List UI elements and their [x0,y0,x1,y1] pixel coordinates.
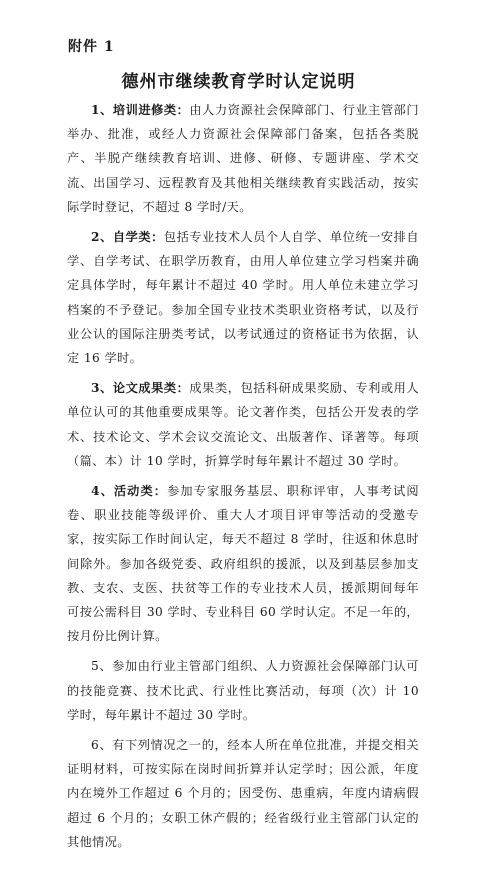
paragraph-text: 包括专业技术人员个人自学、单位统一安排自学、自学考试、在职学历教育，由用人单位建立学习档案并确定具体学时，每年累计不超过 40 学时。用人单位未建立学习档案的不予登记。参加全国专业技术类职业资格考试，以及行业公认的国际注册类考试，以考试通过的资格证书为依据，认定 16 学时。 [67,230,420,366]
paragraph-special-cases [67,733,419,854]
paragraph-text: 由人力资源社会保障部门、行业主管部门举办、批准，或经人力资源社会保障部门备案，包括各类脱产、半脱产继续教育培训、进修、研修、专题讲座、学术交流、出国学习、远程教育及其他相关继续教育实践活动，按实际学时登记，不超过 8 学时/天。 [67,103,420,214]
attachment-label: 附件 1 [68,39,115,55]
document-title: 德州市继续教育学时认定说明 [121,72,356,92]
paragraph-competitions [67,654,419,727]
paragraph-text: 参加专家服务基层、职称评审，人事考试阅卷、职业技能等级评价、重大人才项目评审等活动的受邀专家，按实际工作时间认定，每天不超过 8 学时，往返和休息时间除外。参加各级党委、政府组织的援派，以及到基层参加支教、支农、支医、扶贫等工作的专业技术人员，援派期间每年可按公需科目 30 学时、专业科目 60 学时认定。不足一年的，按月份比例计算。 [67,484,419,644]
paragraph-heading: 3、论文成果类： [91,381,190,396]
document-body [67,98,419,860]
paragraph-training [67,98,419,219]
paragraph-self-study [67,225,419,370]
paragraph-heading: 4、活动类： [91,484,168,499]
paragraph-text: 5、参加由行业主管部门组织、人力资源社会保障部门认可的技能竞赛、技术比武、行业性比赛活动，每项（次）计 10 学时，每年累计不超过 30 学时。 [67,659,419,722]
paragraph-heading: 1、培训进修类： [91,103,190,117]
paragraph-heading: 2、自学类： [91,230,164,245]
paragraph-text: 成果类，包括科研成果奖励、专利或用人单位认可的其他重要成果等。论文著作类，包括公开发表的学术、技术论文、学术会议交流论文、出版著作、译著等。每项（篇、本）计 10 学时，折算学时每年累计不超过 30 学时。 [67,381,420,468]
paragraph-papers [67,376,419,473]
paragraph-activities [67,479,419,648]
paragraph-text: 6、有下列情况之一的，经本人所在单位批准，并提交相关证明材料，可按实际在岗时间折算并认定学时；因公派，年度内在境外工作超过 6 个月的；因受伤、患重病，年度内请病假超过 6 个月的；女职工休产假的；经省级行业主管部门认定的其他情况。 [67,738,419,849]
